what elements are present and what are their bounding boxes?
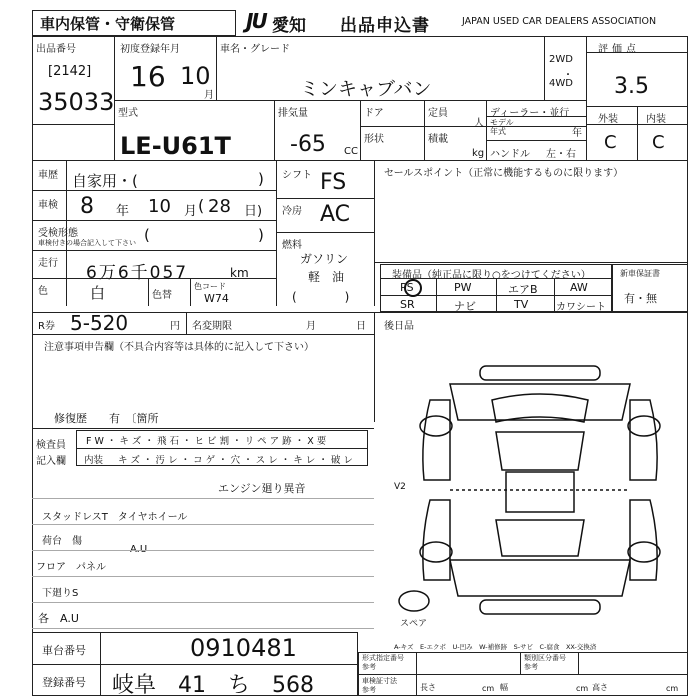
cc-unit: CC — [344, 146, 358, 157]
inspection-month: 10 — [148, 196, 171, 217]
lot-label: 出品番号 — [36, 44, 76, 55]
lot-number: 35033 — [38, 88, 115, 116]
receipt-open: ( — [144, 226, 150, 244]
shift-label: シフト — [282, 170, 312, 181]
cooler-label: 冷房 — [282, 206, 302, 217]
handle-label: ハンドル — [490, 149, 530, 160]
car-name-label: 車名・グレード — [220, 44, 290, 55]
rating-score: 3.5 — [614, 74, 649, 99]
equip-ps: PS — [400, 281, 414, 294]
interior-grade: C — [652, 132, 665, 153]
model-value: LE-U61T — [120, 132, 231, 160]
later-date-label: 後日品 — [384, 321, 414, 332]
equip-airbag: エアB — [508, 283, 538, 296]
inspector-label-1: 検査員 — [36, 440, 66, 451]
shape-label: 形状 — [364, 134, 384, 145]
inspection-open: ( — [198, 196, 205, 215]
length-label: 長さ — [420, 683, 436, 692]
mileage-label: 走行 — [38, 258, 58, 269]
name-change-month: 月 — [306, 321, 316, 332]
receipt-close: ) — [258, 226, 264, 244]
mileage-unit: km — [230, 266, 249, 280]
repair-history: 修復歴 有 〔箇所 — [54, 412, 159, 425]
plate-number: 岐阜 41 ち 568 — [112, 673, 314, 698]
length-unit: cm — [482, 684, 495, 693]
registration-month-unit: 月 — [204, 90, 214, 101]
spare-label: スペア — [400, 619, 428, 629]
inspection-year: 8 — [80, 194, 94, 219]
kg-unit: kg — [472, 148, 485, 159]
note-each: 各 A.U — [38, 612, 79, 625]
equipment-label: 装備品（純正品に限り○をつけてください） — [392, 270, 591, 281]
height-unit: cm — [666, 684, 679, 693]
door-label: ドア — [364, 108, 384, 119]
warranty-label: 新車保証書 — [620, 269, 660, 278]
note-floor: フロア パネル — [36, 562, 106, 573]
receipt-note: 車検付きの場合記入して下さい — [38, 239, 136, 247]
association-name: JAPAN USED CAR DEALERS ASSOCIATION — [462, 16, 657, 27]
displacement-label: 排気量 — [278, 108, 308, 119]
capacity-label: 定員 — [428, 108, 448, 119]
fuel-diesel: 軽 油 — [308, 270, 345, 284]
plate-label: 登録番号 — [42, 676, 86, 689]
class-label: 類別区分番号 参考 — [524, 654, 566, 671]
car-body-diagram — [410, 360, 670, 620]
dealer-label: ディーラー・並行 — [490, 108, 570, 119]
year-unit: 年 — [572, 128, 582, 139]
warranty-value: 有・無 — [624, 292, 657, 305]
height-label: 高さ — [592, 683, 608, 692]
load-label: 積載 — [428, 134, 448, 145]
shift-value: FS — [320, 170, 347, 195]
fuel-other: ( ) — [292, 290, 350, 304]
lot-bracket: [2142] — [48, 64, 92, 79]
person-unit: 人 — [474, 118, 484, 129]
size-label: 車検証寸法 参考 — [362, 677, 397, 694]
note-engine: エンジン廻り異音 — [218, 482, 306, 495]
history-close: ) — [258, 170, 264, 188]
history-label: 車歴 — [38, 170, 58, 181]
equip-ps-circle — [404, 279, 422, 297]
equip-aw: AW — [570, 281, 588, 294]
name-change-day: 日 — [356, 321, 366, 332]
drive-2wd: 2WD — [549, 54, 573, 65]
receipt-label: 受検形態 — [38, 228, 78, 239]
equip-tv: TV — [514, 298, 529, 311]
exterior-label: 外装 — [598, 114, 618, 125]
chassis-number: 0910481 — [190, 634, 297, 662]
inspection-day-unit: 日) — [244, 204, 263, 219]
sales-points-label: セールスポイント（正常に機能するものに限ります） — [384, 168, 624, 179]
inspection-year-unit: 年 — [116, 204, 130, 219]
org-name: 愛知 — [272, 16, 306, 36]
color-change-label: 色替 — [152, 290, 172, 301]
inspection-month-unit: 月 — [184, 204, 198, 219]
tax-label: R券 — [38, 321, 55, 332]
registration-year: 16 — [130, 60, 166, 93]
cert-label: 形式指定番号 参考 — [362, 654, 404, 671]
inspector-interior-label: 内装 — [84, 455, 104, 466]
equip-sr: SR — [400, 298, 415, 311]
registration-label: 初度登録年月 — [120, 44, 180, 55]
equip-seat: カワシート — [556, 302, 606, 313]
width-label: 幅 — [500, 683, 508, 692]
color-label: 色 — [38, 286, 48, 297]
equip-navi: ナビ — [454, 300, 476, 313]
note-au-1: A.U — [130, 544, 148, 555]
tax-unit: 円 — [170, 321, 180, 332]
storage-label: 車内保管・守衛保管 — [40, 15, 176, 33]
color-code: W74 — [204, 292, 229, 305]
drive-sep: ・ — [563, 70, 573, 81]
note-cargo: 荷台 傷 — [42, 536, 82, 547]
ju-logo: JU — [246, 9, 266, 33]
drive-4wd: 4WD — [549, 78, 573, 89]
inspector-fw-row: F W ・ キ ズ ・ 飛 石 ・ ヒ ビ 割 ・ リ ペ ア 跡 ・ X 要 — [86, 436, 327, 447]
chassis-label: 車台番号 — [42, 644, 86, 657]
name-change-label: 名変期限 — [192, 321, 232, 332]
fuel-label: 燃料 — [282, 240, 302, 251]
mileage-value: 6万6千057 — [86, 263, 189, 283]
cooler-value: AC — [320, 202, 351, 227]
notes-label: 注意事項申告欄（不具合内容等は具体的に記入して下さい） — [44, 342, 314, 353]
model-year-label: モデル 年式 — [490, 118, 514, 136]
handle-value: 左・右 — [546, 149, 576, 160]
note-studless: スタッドレスT タイヤホイール — [42, 512, 188, 523]
width-unit: cm — [576, 684, 589, 693]
spare-tire-icon — [396, 588, 432, 614]
displacement-value: -65 — [290, 132, 326, 157]
inspection-label: 車検 — [38, 200, 58, 211]
history-value: 自家用・( — [72, 172, 138, 190]
rating-label: 評価点 — [598, 44, 640, 55]
note-under: 下廻りS — [42, 588, 79, 599]
inspector-label-2: 記入欄 — [36, 456, 66, 467]
form-title: 出品申込書 — [340, 16, 430, 36]
damage-legend: A-キズ E-エクボ U-凹み W-補修跡 S-サビ C-腐食 XX-交換済 — [394, 643, 597, 651]
exterior-grade: C — [604, 132, 617, 153]
equip-pw: PW — [454, 281, 472, 294]
diagram-v2: V2 — [394, 482, 406, 492]
color-code-label: 色コード — [194, 282, 226, 291]
interior-label: 内装 — [646, 114, 666, 125]
fuel-gasoline: ガソリン — [300, 252, 349, 266]
registration-month: 10 — [180, 62, 211, 90]
color-value: 白 — [90, 284, 106, 302]
model-label: 型式 — [118, 108, 138, 119]
tax-value: 5-520 — [70, 311, 129, 335]
inspector-interior-row: キ ズ ・ 汚 レ ・ コ ゲ ・ 穴 ・ ス レ ・ キ レ ・ 破 レ — [118, 455, 353, 466]
car-name: ミンキャブバン — [300, 78, 432, 100]
inspection-day: 28 — [208, 196, 231, 217]
